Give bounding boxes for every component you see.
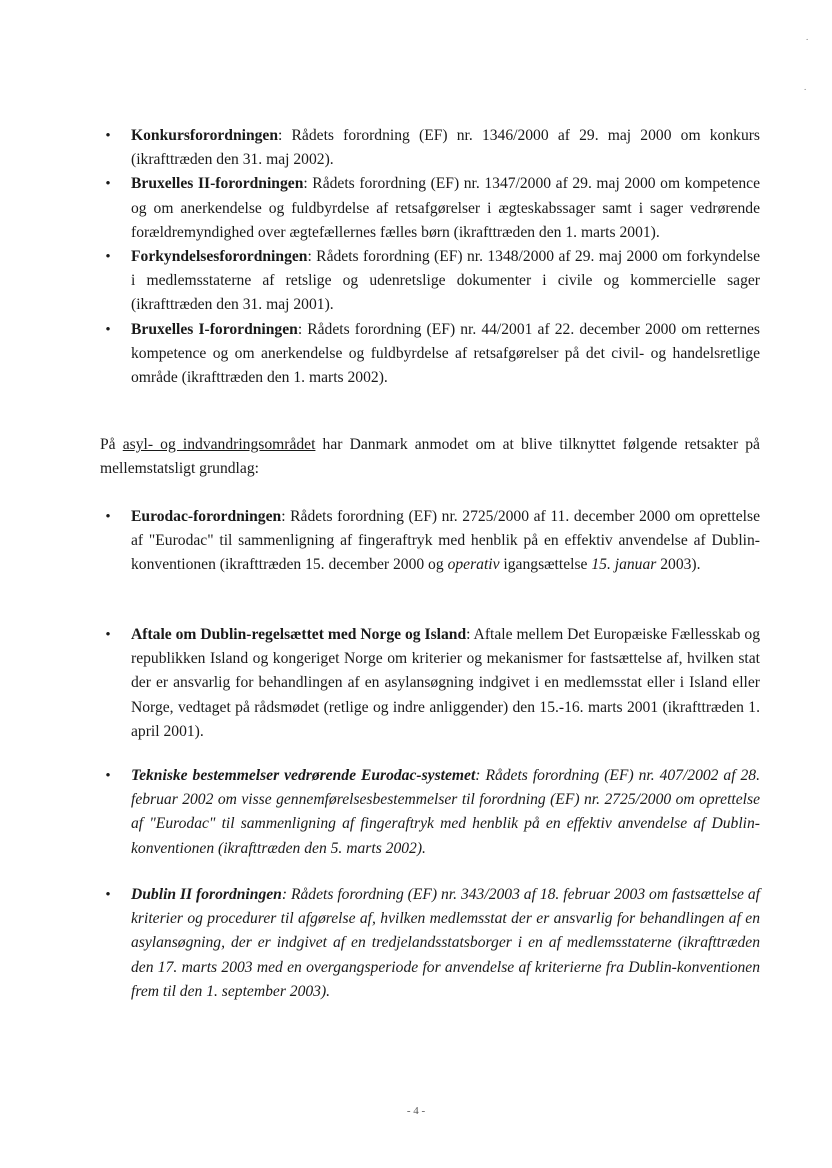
bullet-icon: • — [105, 249, 111, 266]
list-item — [100, 318, 760, 391]
dublin-section — [100, 883, 760, 1004]
item-title: Eurodac-forordningen — [131, 508, 282, 525]
scan-speck: . — [806, 32, 809, 42]
list-item — [100, 245, 760, 318]
item-text: igangsættelse — [499, 556, 592, 574]
bullet-icon: • — [105, 321, 111, 338]
item-title: Bruxelles II-forordningen — [131, 175, 304, 193]
bullet-icon: • — [105, 176, 111, 193]
item-text: : Rådets forordning (EF) nr. 2725/2000 af 11. december 2000 om oprettelse af "Eurodac" til sammenligning af fingeraftryk med henblik på en effektiv anvendelse af Dublin-konventionen (ikrafttræden 15. december 2000 og — [131, 508, 760, 574]
item-text: : Rådets forordning (EF) nr. 44/2001 af 22. december 2000 om retternes kompetence og om anerkendelse og fuldbyrdelse af retsafgørelser på det civil- og handelsretlige område (ikrafttræden den 1. marts 2002). — [131, 320, 760, 387]
item-text: : Aftale mellem Det Europæiske Fællesskab og republikken Island og kongeriget Norge om kriterier og mekanismer for fastsættelse af, hvilken stat der er ansvarlig for behandlingen af en asylansøgning indgivet i en medlemsstat eller i Island eller Norge, vedtaget på rådsmødet (retlige og indre anliggender) den 15.-16. marts 2001 (ikrafttræden 1. april 2001). — [131, 626, 760, 740]
item-text: : Rådets forordning (EF) nr. 1346/2000 af 29. maj 2000 om konkurs (ikrafttræden den 31. maj 2002). — [131, 127, 760, 169]
item-title: Tekniske bestemmelser vedrørende Eurodac-systemet — [131, 767, 476, 784]
item-title: Bruxelles I-forordningen — [131, 320, 298, 338]
item-text: : Rådets forordning (EF) nr. 1348/2000 af 29. maj 2000 om forkyndelse i medlemsstaterne af retslige og udenretslige dokumenter i civile og kommercielle sager (ikrafttræden den 31. maj 2001). — [131, 248, 760, 314]
intro-paragraph — [100, 433, 760, 481]
list-item — [100, 172, 760, 245]
list-item — [100, 883, 760, 1004]
item-text: : Rådets forordning (EF) nr. 343/2003 af 18. februar 2003 om fastsættelse af kriterier og procedurer til afgørelse af, hvilken medlemsstat der er ansvarlig for behandlingen af en asylansøgning, der er indgivet af en tredjelandsstatsborger i en af medlemsstaterne (ikrafttræden den 17. marts 2003 med en overgangsperiode for anvendelse af kriterierne fra Dublin-konventionen frem til den 1. september 2003). — [131, 886, 760, 1000]
item-text: : Rådets forordning (EF) nr. 407/2002 af 28. februar 2002 om visse gennemførelsesbestemmelser til forordning (EF) nr. 2725/2000 om oprettelse af "Eurodac" til sammenligning af fingeraftryk med henblik på en effektiv anvendelse af Dublin-konventionen (ikrafttræden den 5. marts 2002). — [131, 767, 760, 857]
list-item — [100, 623, 760, 744]
item-title: Dublin II forordningen — [131, 886, 282, 903]
intro-text: har Danmark anmodet om at blive tilknyttet følgende retsakter på mellemstatsligt grundlag: — [100, 436, 760, 478]
list-item — [100, 505, 760, 578]
item-text: : Rådets forordning (EF) nr. 1347/2000 af 29. maj 2000 om kompetence og om anerkendelse og fuldbyrdelse af retsafgørelser i ægteskabssager samt i sager vedrørende forældremyndighed over ægtefællernes fælles børn (ikrafttræden den 1. marts 2001). — [131, 175, 760, 241]
scan-speck: . — [804, 82, 807, 92]
aftale-section — [100, 623, 760, 744]
intro-text: På — [100, 436, 123, 453]
list-item — [100, 764, 760, 861]
item-title: Konkursforordningen — [131, 127, 279, 144]
bullet-icon: • — [105, 627, 111, 643]
item-title: Aftale om Dublin-regelsættet med Norge og Island — [131, 626, 467, 643]
eurodac-section — [100, 505, 760, 578]
item-text-italic: 15. januar — [591, 556, 657, 574]
item-text: 2003). — [656, 556, 701, 574]
regulations-list — [100, 124, 760, 390]
page-number: - 4 - — [406, 1105, 426, 1117]
item-text-italic: operativ — [447, 556, 500, 574]
asyl-link[interactable]: asyl- og indvandringsområdet — [122, 436, 316, 453]
bullet-icon: • — [105, 768, 111, 784]
bullet-icon: • — [105, 887, 111, 903]
bullet-icon: • — [105, 128, 111, 144]
item-title: Forkyndelsesforordningen — [131, 248, 308, 266]
tekniske-section — [100, 764, 760, 861]
bullet-icon: • — [105, 509, 111, 525]
list-item — [100, 124, 760, 172]
